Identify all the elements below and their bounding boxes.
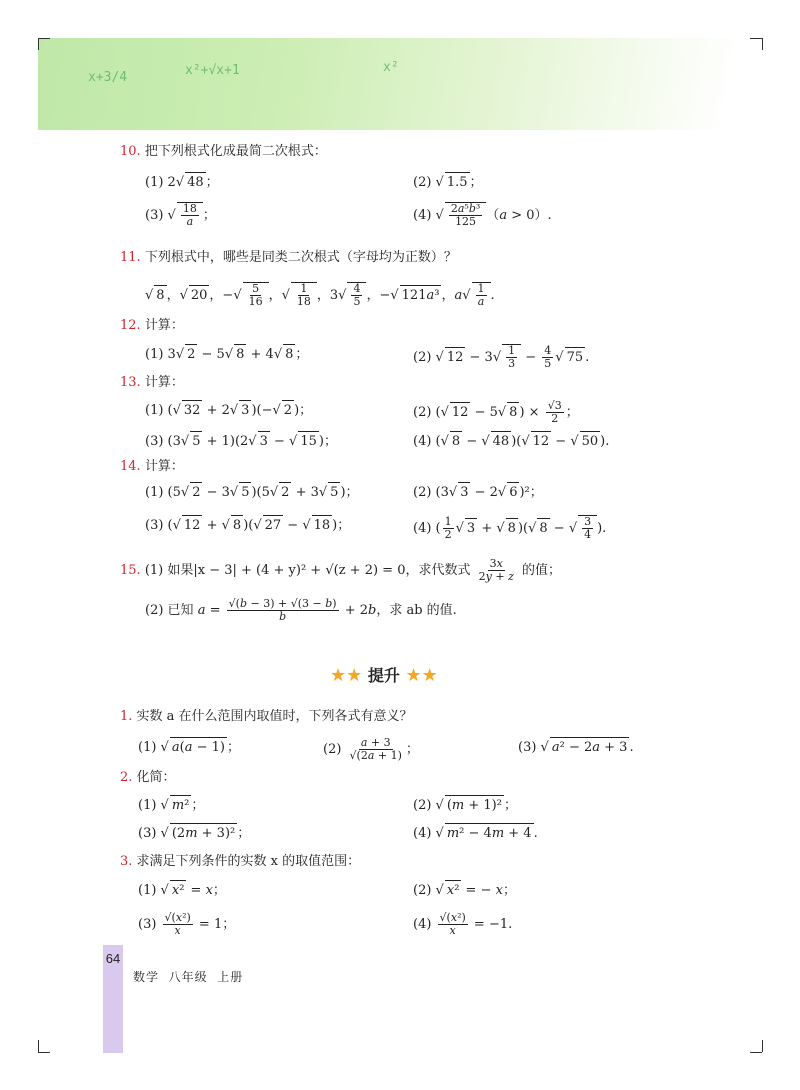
item: (2) √ (m + 1)² ；: [413, 795, 517, 816]
question-number: 1.: [120, 709, 133, 724]
question-15-part-1: 15. (1) 如果|x − 3| + (4 + y)² + √(z + 2) = 0，求代数式 $\frac{3x}{2y + z}$ 的值；: [120, 557, 562, 583]
item: (4) √ m² − 4m + 4 .: [413, 823, 538, 844]
question-text: (2) 已知: [145, 603, 194, 618]
advanced-question-1: [120, 707, 413, 727]
question-number: 15.: [120, 563, 141, 578]
crop-mark: [762, 1040, 763, 1052]
question-13: [120, 373, 184, 393]
question-number: 12.: [120, 318, 141, 333]
item: (1) √ m² ；: [138, 795, 204, 816]
item: (1) 2√ 48 ；: [145, 172, 219, 193]
item: (1) 3√ 2 − 5√ 8 + 4√ 8 ；: [145, 344, 308, 365]
section-heading: [330, 663, 438, 686]
question-15-part-2: (2) 已知 a = $\frac{√(b - 3) + √(3 - b)}{b}$ + 2b，求 ab 的值.: [145, 597, 457, 623]
question-text: 计算：: [144, 318, 184, 333]
question-text: 计算：: [144, 375, 184, 390]
crop-mark: [750, 38, 762, 39]
crop-mark: [750, 1052, 762, 1053]
book-title: 数学 八年级 上册: [133, 970, 244, 984]
item: (4) $\frac{\text{√(x²)}}{x}$ = −1.: [413, 911, 513, 937]
section-title: 提升: [367, 666, 400, 685]
question-number: 14.: [120, 459, 141, 474]
question-number: 3.: [120, 854, 133, 869]
item: (1) (√ 32 + 2√ 3 )(−√ 2 )；: [145, 400, 312, 421]
question-text: 求满足下列条件的实数 x 的取值范围：: [136, 854, 361, 869]
question-10: [120, 142, 327, 162]
item: (2) (3√ 3 − 2√ 6 )²；: [413, 482, 543, 503]
crop-mark: [38, 38, 50, 39]
advanced-question-2: [120, 768, 176, 788]
page-number: 64: [105, 951, 121, 966]
question-number: 2.: [120, 770, 133, 785]
header-formula-3: x²: [383, 60, 399, 75]
item: (2) $\frac{a + 3}{√(2a + 1)}$ ；: [323, 736, 419, 762]
item: (4) (√ 8 − √ 48 )(√ 12 − √ 50 ).: [413, 431, 609, 452]
item: (3) √ $\frac{18}{a}$ ；: [145, 202, 216, 228]
question-12: [120, 316, 184, 336]
question-text: 下列根式中，哪些是同类二次根式（字母均为正数）？: [144, 250, 457, 265]
item: (1) √ a(a − 1) ；: [138, 737, 240, 758]
question-text: 计算：: [144, 459, 184, 474]
crop-mark: [762, 38, 763, 50]
item: (3) $\frac{\text{√(x²)}}{x}$ = 1；: [138, 911, 236, 937]
header-band: [38, 38, 763, 130]
item: (2) √ 1.5 ；: [413, 172, 483, 193]
question-number: 13.: [120, 375, 141, 390]
question-text: (1) 如果|x − 3| + (4 + y)² + √(z + 2) = 0，求代数式: [144, 563, 471, 578]
item: (4) ( $\frac{1}{2}$ √ 3 + √ 8 )(√ 8 − √ $\frac{3}{4}$ ).: [413, 515, 607, 541]
question-11: [120, 248, 457, 268]
item: (2) √ 12 − 3√ $\frac{1}{3}$ − $\frac{4}{5}$ √ 75 .: [413, 344, 590, 370]
item: (3) (3√ 5 + 1)(2√ 3 − √ 15 )；: [145, 431, 337, 452]
item: (3) √ a² − 2a + 3 .: [518, 737, 634, 758]
question-text: 化简：: [136, 770, 176, 785]
question-14: [120, 457, 184, 477]
crop-mark: [38, 38, 39, 50]
crop-mark: [38, 1040, 39, 1052]
crop-mark: [38, 1052, 50, 1053]
advanced-question-3: [120, 852, 360, 872]
question-text: ，求 ab 的值.: [376, 603, 457, 618]
item: (3) (√ 12 + √ 8 )(√ 27 − √ 18 )；: [145, 515, 350, 536]
question-text: 把下列根式化成最简二次根式：: [144, 144, 327, 159]
question-number: 11.: [120, 250, 141, 265]
item: (1) (5√ 2 − 3√ 5 )(5√ 2 + 3√ 5 )；: [145, 482, 359, 503]
star-icon: ★★: [330, 665, 363, 686]
star-icon: ★★: [405, 665, 438, 686]
question-text: 实数 a 在什么范围内取值时，下列各式有意义？: [136, 709, 413, 724]
item: √ 8 ，√ 20 ，−√ $\frac{5}{16}$ ，√ $\frac{1}{18}$ ，3√ $\frac{4}{5}$ ，−√ 121a³ ，a√ $\frac{1}{a}$ .: [145, 282, 495, 308]
item: (3) √ (2m + 3)² ；: [138, 823, 250, 844]
item: (2) (√ 12 − 5√ 8 ) × $\frac{√3}{2}$ ；: [413, 399, 579, 425]
question-number: 10.: [120, 144, 141, 159]
item: (4) √ $\frac{\text{2a⁵b³}}{125}$ （a > 0）.: [413, 202, 552, 228]
header-formula-1: x+3/4: [88, 70, 128, 85]
item: (1) √ x² = x；: [138, 880, 226, 901]
header-formula-2: x²+√x+1: [185, 63, 240, 78]
item: (2) √ x² = − x；: [413, 880, 516, 901]
question-text: 的值；: [522, 563, 562, 578]
